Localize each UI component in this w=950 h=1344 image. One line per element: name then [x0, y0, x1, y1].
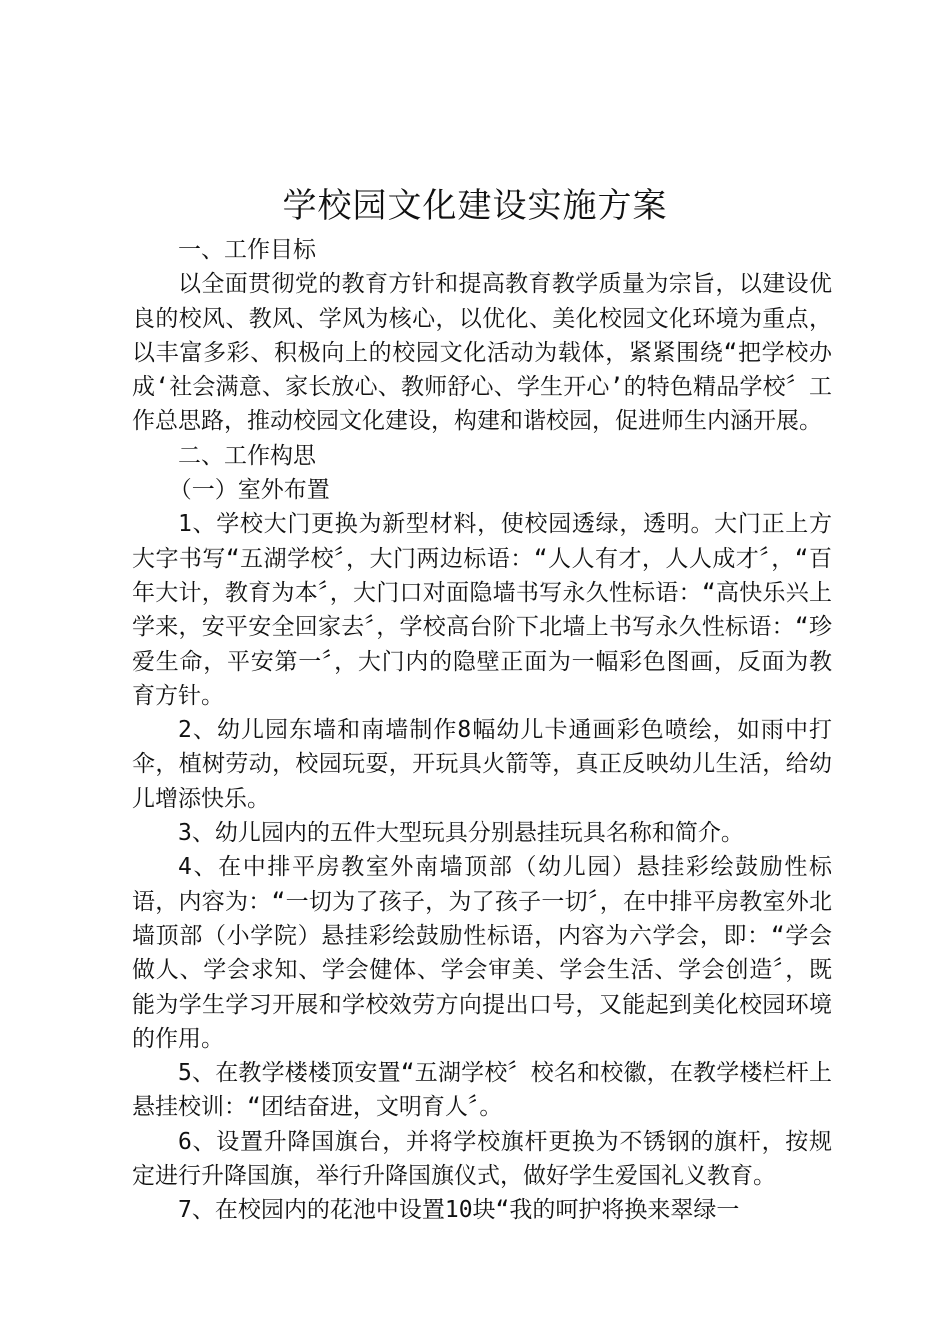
heading-work-goal: 一、工作目标 — [178, 237, 316, 263]
paragraph-item-3: 3、幼儿园内的五件大型玩具分别悬挂玩具名称和简介。 — [178, 820, 744, 847]
heading-outdoor-layout: （一）室外布置 — [168, 477, 330, 504]
paragraph-item-1: 1、学校大门更换为新型材料，使校园透绿，透明。大门正上方大字书写“五湖学校〞，大门两边标语：“人人有才，人人成才〞，“百年大计，教育为本〞，大门口对面隐墙书写永久性标语：“高快乐兴上学来，安平安全回家去〞，学校高台阶下北墙上书写永久性标语：“珍爱生命，平安第一〞，大门内的隐壁正面为一幅彩色图画，反面为教育方针。 — [132, 511, 832, 709]
document-title: 学校园文化建设实施方案 — [282, 186, 668, 226]
document-body — [132, 233, 832, 1228]
paragraph-item-6: 6、设置升降国旗台，并将学校旗杆更换为不锈钢的旗杆，按规定进行升降国旗，举行升降国旗仪式，做好学生爱国礼义教育。 — [132, 1128, 832, 1190]
paragraph-item-5: 5、在教学楼楼顶安置“五湖学校〞校名和校徽，在教学楼栏杆上悬挂校训：“团结奋进，文明育人〞。 — [132, 1060, 832, 1121]
heading-work-plan: 二、工作构思 — [178, 442, 316, 469]
paragraph-item-2: 2、幼儿园东墙和南墙制作8幅幼儿卡通画彩色喷绘，如雨中打伞，植树劳动，校园玩耍，开玩具火箭等，真正反映幼儿生活，给幼儿增添快乐。 — [132, 717, 832, 812]
paragraph-goal-text: 以全面贯彻党的教育方针和提高教育教学质量为宗旨，以建设优良的校风、教风、学风为核心，以优化、美化校园文化环境为重点，以丰富多彩、积极向上的校园文化活动为载体，紧紧围绕“把学校办成‘社会满意、家长放心、教师舒心、学生开心’的特色精品学校〞工作总思路，推动校园文化建设，构建和谐校园，促进师生内涵开展。 — [132, 271, 832, 435]
paragraph-item-7: 7、在校园内的花池中设置10块“我的呵护将换来翠绿一 — [178, 1197, 740, 1224]
paragraph-item-4: 4、在中排平房教室外南墙顶部（幼儿园）悬挂彩绘鼓励性标语，内容为：“一切为了孩子，为了孩子一切〞，在中排平房教室外北墙顶部（小学院）悬挂彩绘鼓励性标语，内容为六学会，即：“学会做人、学会求知、学会健体、学会审美、学会生活、学会创造〞，既能为学生学习开展和学校效劳方向提出口号，又能起到美化校园环境的作用。 — [132, 854, 832, 1052]
